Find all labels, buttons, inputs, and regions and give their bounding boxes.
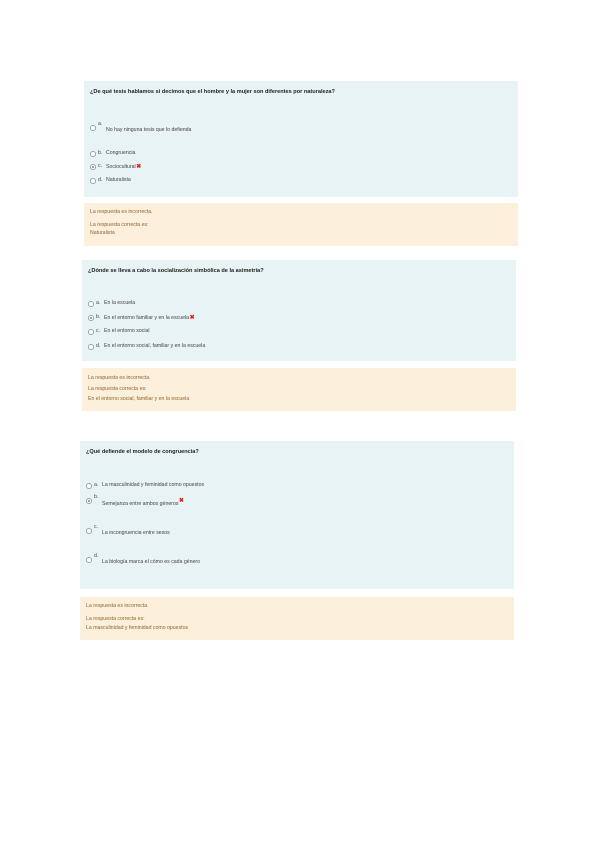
option-text: En el entorno familiar y en la escuela [104,315,190,321]
feedback-correct-answer: La masculinidad y feminidad como opuestos [86,625,189,631]
option-letter: d. [94,553,99,559]
option-letter: b. [96,314,101,320]
option-text: Naturalista [106,177,131,183]
radio-button[interactable] [86,528,92,534]
option-text: Semejanza entre ambos géneros [102,501,179,507]
question-1-box [84,81,518,197]
feedback-correct-answer: Naturalista [90,230,115,236]
question-3-text: ¿Qué defiende el modelo de congruencia? [86,449,199,455]
radio-button[interactable] [88,344,94,350]
option-text: Sociocultural [106,164,136,170]
option-letter: c. [94,524,99,530]
incorrect-icon: ✖ [178,498,184,504]
question-3-box [80,441,514,589]
radio-button[interactable] [88,329,94,335]
option-letter: d. [98,177,103,183]
radio-button-selected[interactable] [86,498,92,504]
question-3-feedback [80,597,514,640]
option-text: En el entorno social, familiar y en la escuela [104,343,206,349]
radio-button[interactable] [90,178,96,184]
question-2-feedback [82,368,516,411]
option-letter: a. [96,300,101,306]
option-text-wrap [104,314,195,321]
option-text: La biología marca el cómo es cada género [102,559,201,565]
incorrect-icon: ✖ [136,164,142,170]
radio-button-selected[interactable] [90,164,96,170]
radio-button[interactable] [86,483,92,489]
feedback-correct-label: La respuesta correcta es: [86,616,145,622]
option-text: La masculinidad y feminidad como opuestos [102,482,205,488]
option-text: En el entorno social [104,328,150,334]
option-text: En la escuela [104,300,136,306]
question-2-text: ¿Dónde se lleva a cabo la socialización simbólica de la asimetría? [88,268,264,274]
radio-button[interactable] [90,151,96,157]
option-text: Congruencia [106,150,136,156]
option-letter: b. [94,494,99,500]
option-letter: c. [98,163,103,169]
radio-button[interactable] [86,557,92,563]
option-letter: c. [96,328,101,334]
option-letter: a. [98,121,103,127]
feedback-status: La respuesta es incorrecta. [90,209,153,215]
feedback-correct-label: La respuesta correcta es: [90,222,149,228]
question-1-text: ¿De qué tesis hablamos si decimos que el hombre y la mujer son diferentes por naturaleza? [90,89,335,95]
option-text-wrap [106,163,141,170]
option-text: No hay ninguna tesis que lo defienda [106,127,192,133]
option-letter: d. [96,343,101,349]
incorrect-icon: ✖ [189,315,195,321]
feedback-correct-label: La respuesta correcta es: [88,386,147,392]
option-letter: b. [98,150,103,156]
option-text-wrap [102,500,184,507]
feedback-status: La respuesta es incorrecta. [88,375,151,381]
option-text: La incongruencia entre sexos [102,530,170,536]
radio-button-selected[interactable] [88,315,94,321]
feedback-status: La respuesta es incorrecta. [86,603,149,609]
radio-button[interactable] [90,125,96,131]
question-2-box [82,260,516,361]
feedback-correct-answer: En el entorno social, familiar y en la escuela [88,396,190,402]
radio-button[interactable] [88,301,94,307]
question-1-feedback [84,203,518,246]
option-letter: a. [94,482,99,488]
